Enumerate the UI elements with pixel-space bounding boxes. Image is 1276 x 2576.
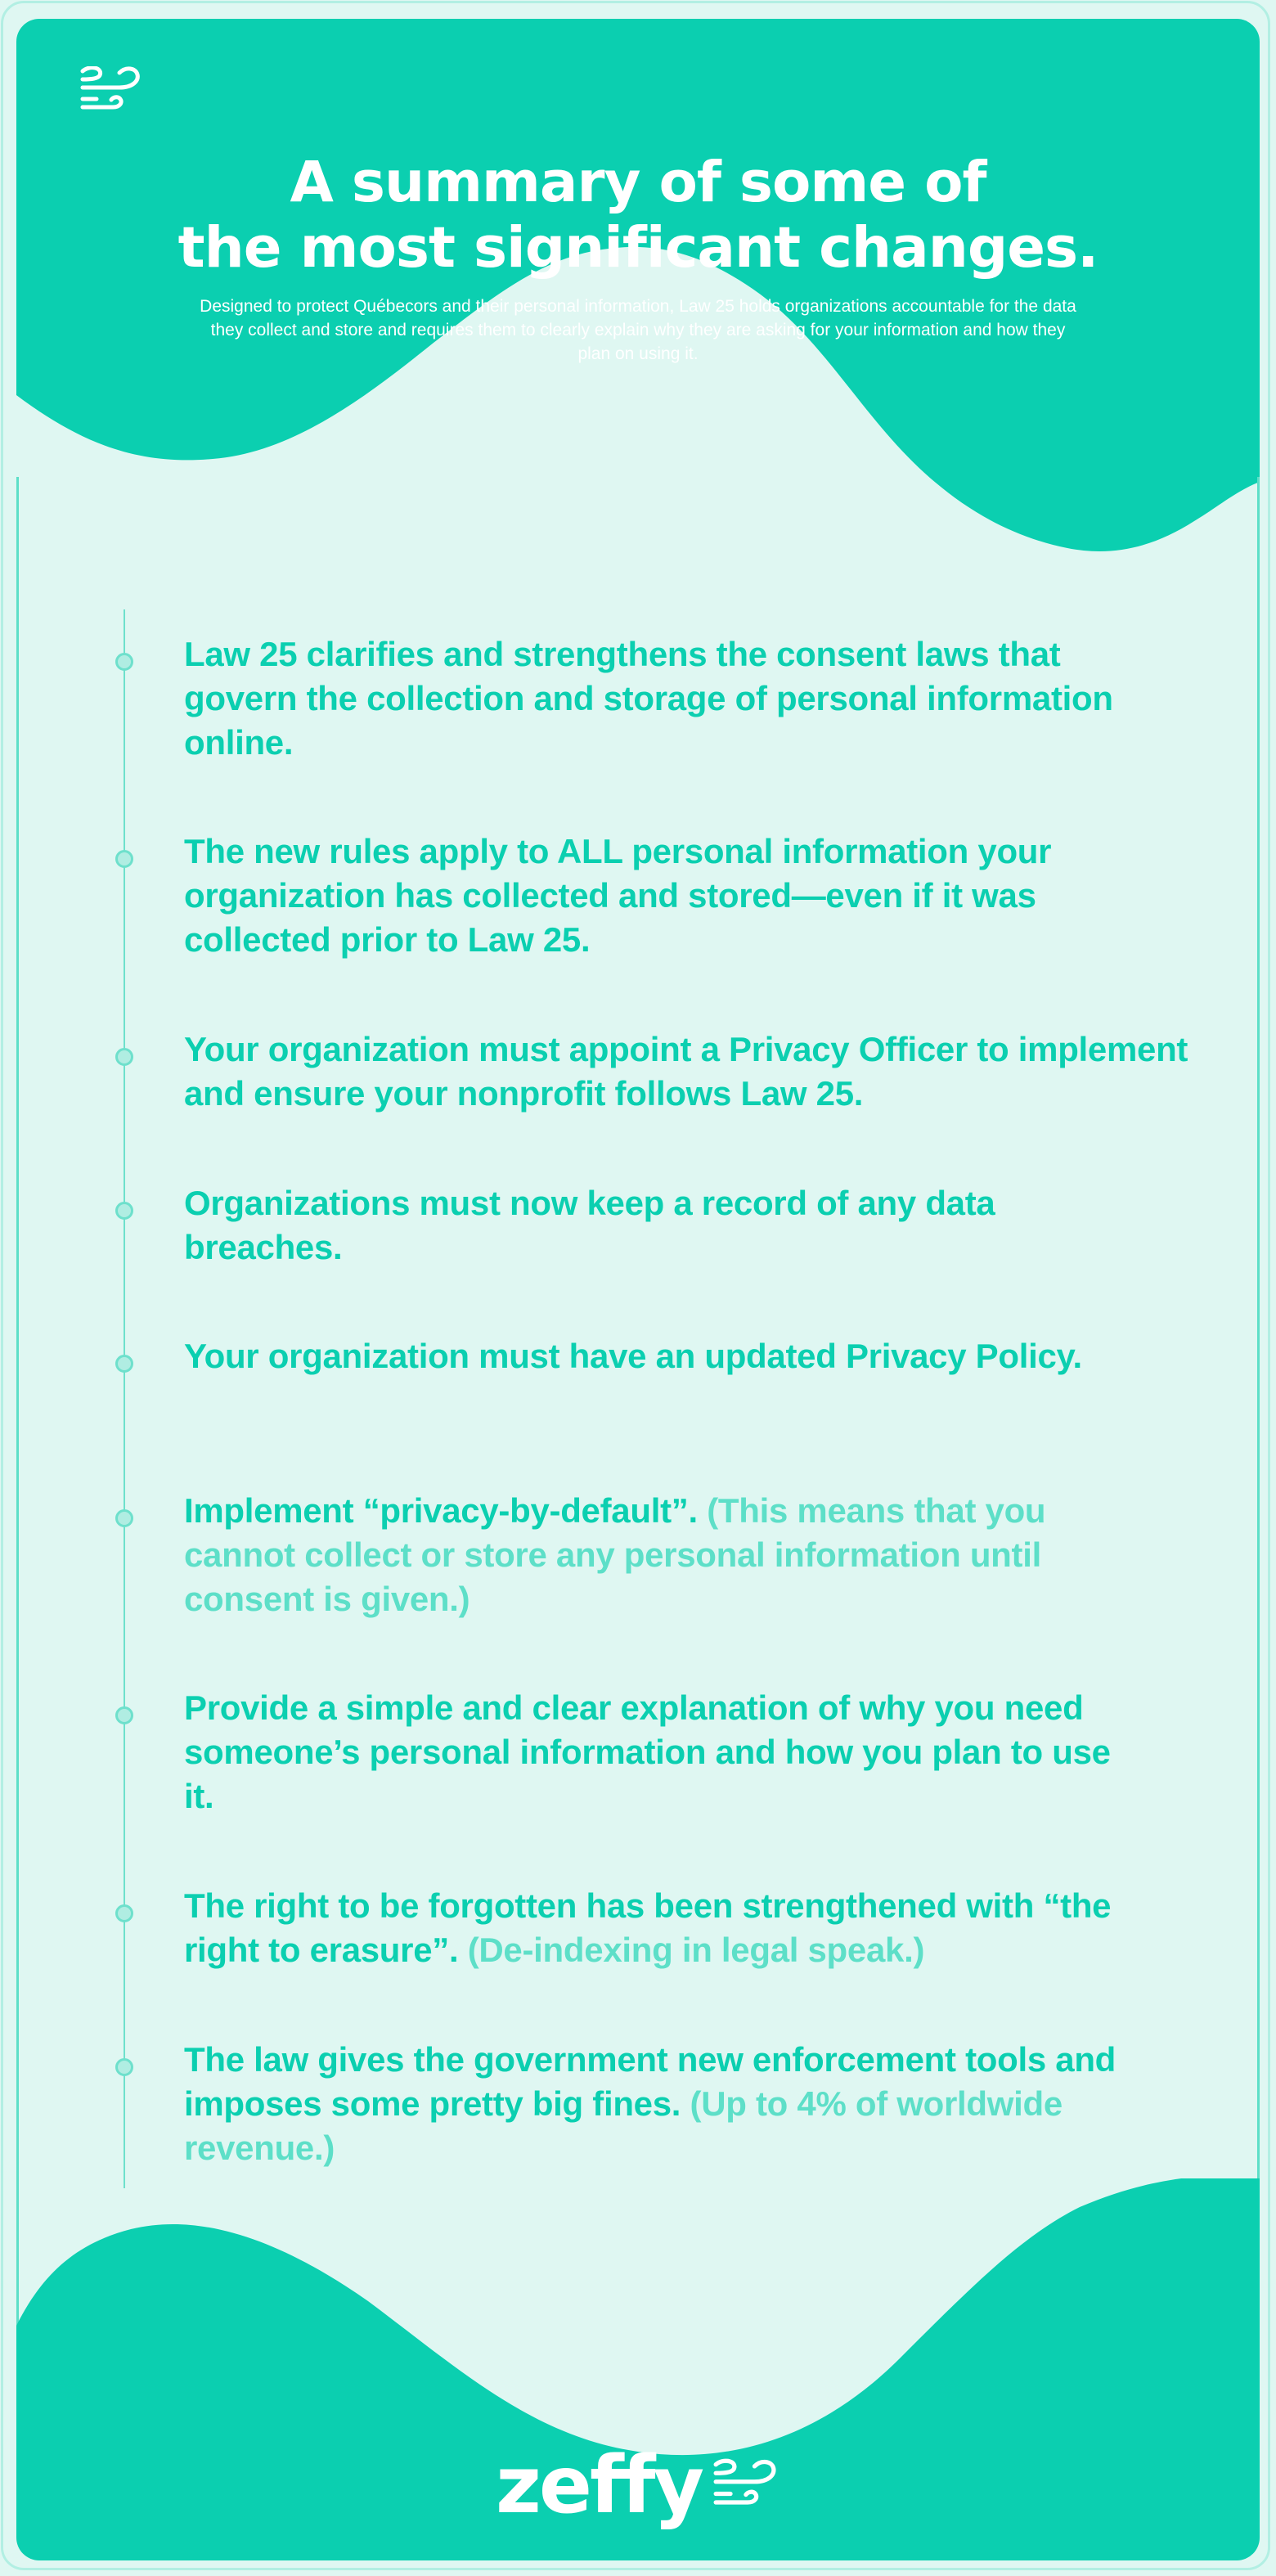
timeline-line xyxy=(124,609,125,2188)
timeline-dot xyxy=(115,1355,133,1373)
timeline-dot xyxy=(115,850,133,868)
item-text: The new rules apply to ALL personal information your organization has collected and stored—even if it was collected prior to Law 25. xyxy=(184,832,1052,959)
card-border-right xyxy=(1257,477,1260,2358)
title-line-1: A summary of some of xyxy=(290,150,986,215)
card-border-left xyxy=(16,477,19,2358)
item-note: (This means that you cannot collect or store any personal information until consent is given.) xyxy=(184,1491,1046,1618)
item-text: Provide a simple and clear explanation of why you need someone’s personal information and how you plan to use it. xyxy=(184,1688,1111,1815)
item-text: Law 25 clarifies and strengthens the consent laws that govern the collection and storage of personal information online. xyxy=(184,635,1113,762)
item-text: Your organization must have an updated Privacy Policy. xyxy=(184,1337,1082,1375)
item-text: The right to be forgotten has been strengthened with “the right to erasure”. xyxy=(184,1886,1112,1969)
page-title xyxy=(16,150,1260,281)
zeffy-wind-icon xyxy=(80,66,144,115)
zeffy-wordmark: zeffy xyxy=(495,2439,703,2531)
timeline-dot xyxy=(115,653,133,671)
title-line-2: the most significant changes. xyxy=(177,215,1099,281)
item-text: Organizations must now keep a record of any data breaches. xyxy=(184,1184,995,1266)
item-text: Your organization must appoint a Privacy Officer to implement and ensure your nonprofit follows Law 25. xyxy=(184,1030,1188,1113)
item-text: The law gives the government new enforcement tools and imposes some pretty big fines. xyxy=(184,2040,1116,2123)
item-note: (De-indexing in legal speak.) xyxy=(467,1931,925,1969)
item-text: Implement “privacy-by-default”. xyxy=(184,1491,698,1530)
timeline-dot xyxy=(115,2058,133,2076)
zeffy-wind-icon xyxy=(713,2453,780,2517)
footer-logo xyxy=(16,2440,1260,2530)
timeline-dot xyxy=(115,1202,133,1220)
timeline-dot xyxy=(115,1048,133,1066)
timeline-dot xyxy=(115,1509,133,1527)
infographic-card xyxy=(16,19,1260,2560)
timeline-dot xyxy=(115,1904,133,1922)
item-note: (Up to 4% of worldwide revenue.) xyxy=(184,2084,1063,2167)
page-subtitle: Designed to protect Québecors and their personal information, Law 25 holds organizations accountable for the data they collect and store and requires them to clearly explain why they are asking for your information and how they plan on using it. xyxy=(200,297,1076,363)
timeline-dot xyxy=(115,1706,133,1724)
